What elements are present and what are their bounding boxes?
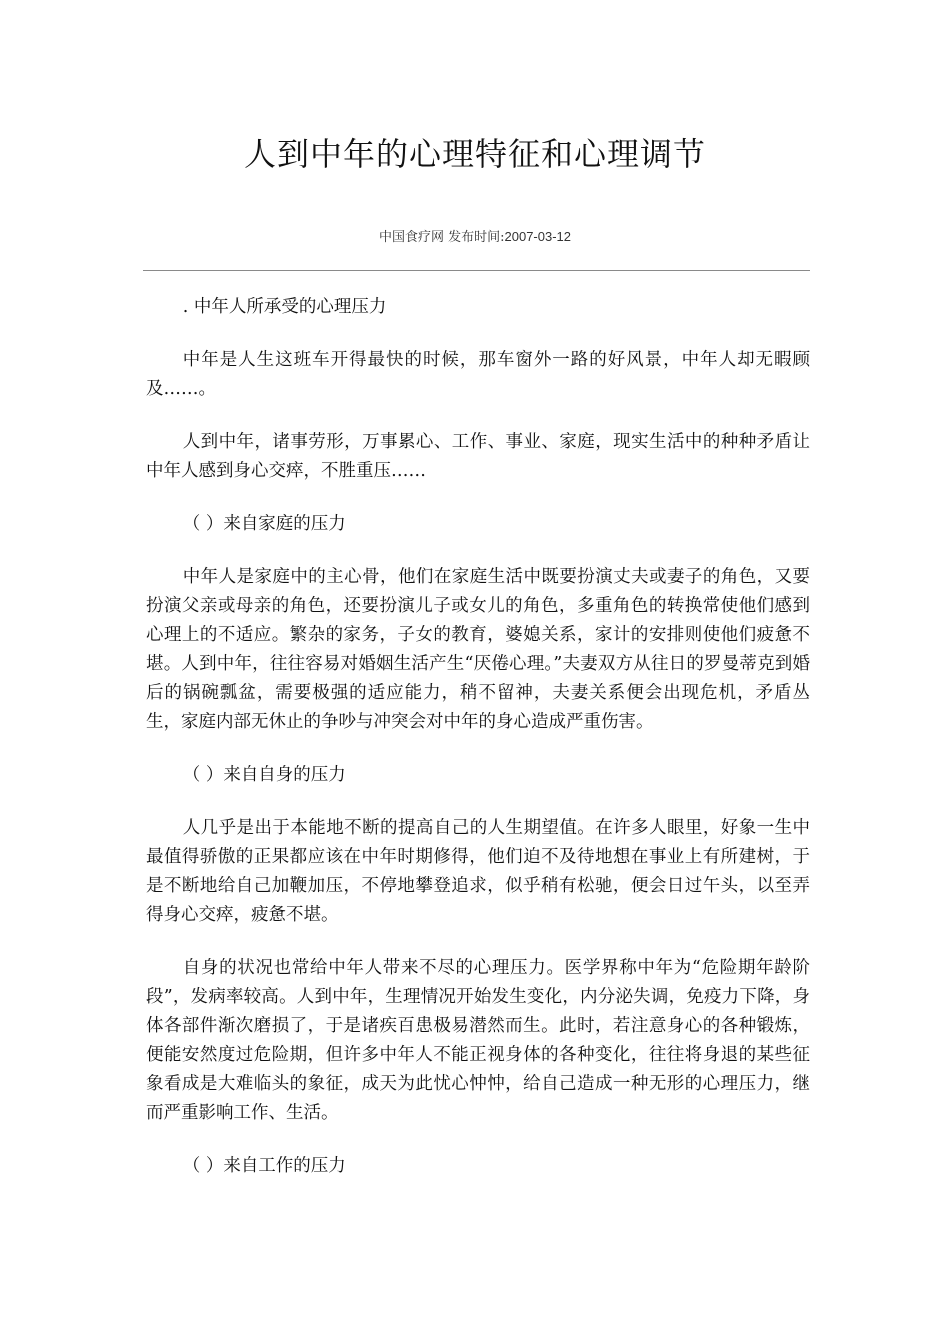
- article-body: [146, 293, 810, 1205]
- paragraph: 自身的状况也常给中年人带来不尽的心理压力。医学界称中年为“危险期年龄阶段”，发病率较高。人到中年，生理情况开始发生变化，内分泌失调，免疫力下降，身体各部件渐次磨损了，于是诸疾百患极易潜然而生。此时，若注意身心的各种锻炼，便能安然度过危险期，但许多中年人不能正视身体的各种变化，往往将身退的某些征象看成是大难临头的象征，成天为此忧心忡忡，给自己造成一种无形的心理压力，继而严重影响工作、生活。: [146, 958, 810, 1123]
- page-title: 人到中年的心理特征和心理调节: [243, 135, 706, 173]
- section-heading: （ ）来自家庭的压力: [182, 514, 346, 534]
- header-divider: [143, 270, 810, 271]
- paragraph: 人到中年，诸事劳形，万事累心、工作、事业、家庭，现实生活中的种种矛盾让中年人感到身心交瘁，不胜重压……: [146, 432, 810, 481]
- published-date: 2007-03-12: [504, 229, 572, 244]
- paragraph: 人几乎是出于本能地不断的提高自己的人生期望值。在许多人眼里，好象一生中最值得骄傲的正果都应该在中年时期修得，他们迫不及待地想在事业上有所建树，于是不断地给自己加鞭加压，不停地攀登追求，似乎稍有松驰，便会日过午头，以至弄得身心交瘁，疲惫不堪。: [146, 818, 810, 925]
- paragraph: 中年是人生这班车开得最快的时候，那车窗外一路的好风景，中年人却无暇顾及……。: [146, 350, 810, 399]
- section-heading: （ ）来自工作的压力: [182, 1156, 346, 1176]
- section-heading: . 中年人所承受的心理压力: [182, 297, 387, 317]
- article-meta: [0, 228, 950, 247]
- published-label: 发布时间:: [448, 230, 505, 245]
- paragraph: 中年人是家庭中的主心骨，他们在家庭生活中既要扮演丈夫或妻子的角色，又要扮演父亲或母亲的角色，还要扮演儿子或女儿的角色，多重角色的转换常使他们感到心理上的不适应。繁杂的家务，子女的教育，婆媳关系，家计的安排则使他们疲惫不堪。人到中年，往往容易对婚姻生活产生“厌倦心理。”夫妻双方从往日的罗曼蒂克到婚后的锅碗瓢盆，需要极强的适应能力，稍不留神，夫妻关系便会出现危机，矛盾丛生，家庭内部无休止的争吵与冲突会对中年的身心造成严重伤害。: [146, 567, 810, 732]
- source-label: 中国食疗网: [378, 230, 444, 245]
- section-heading: （ ）来自自身的压力: [182, 765, 346, 785]
